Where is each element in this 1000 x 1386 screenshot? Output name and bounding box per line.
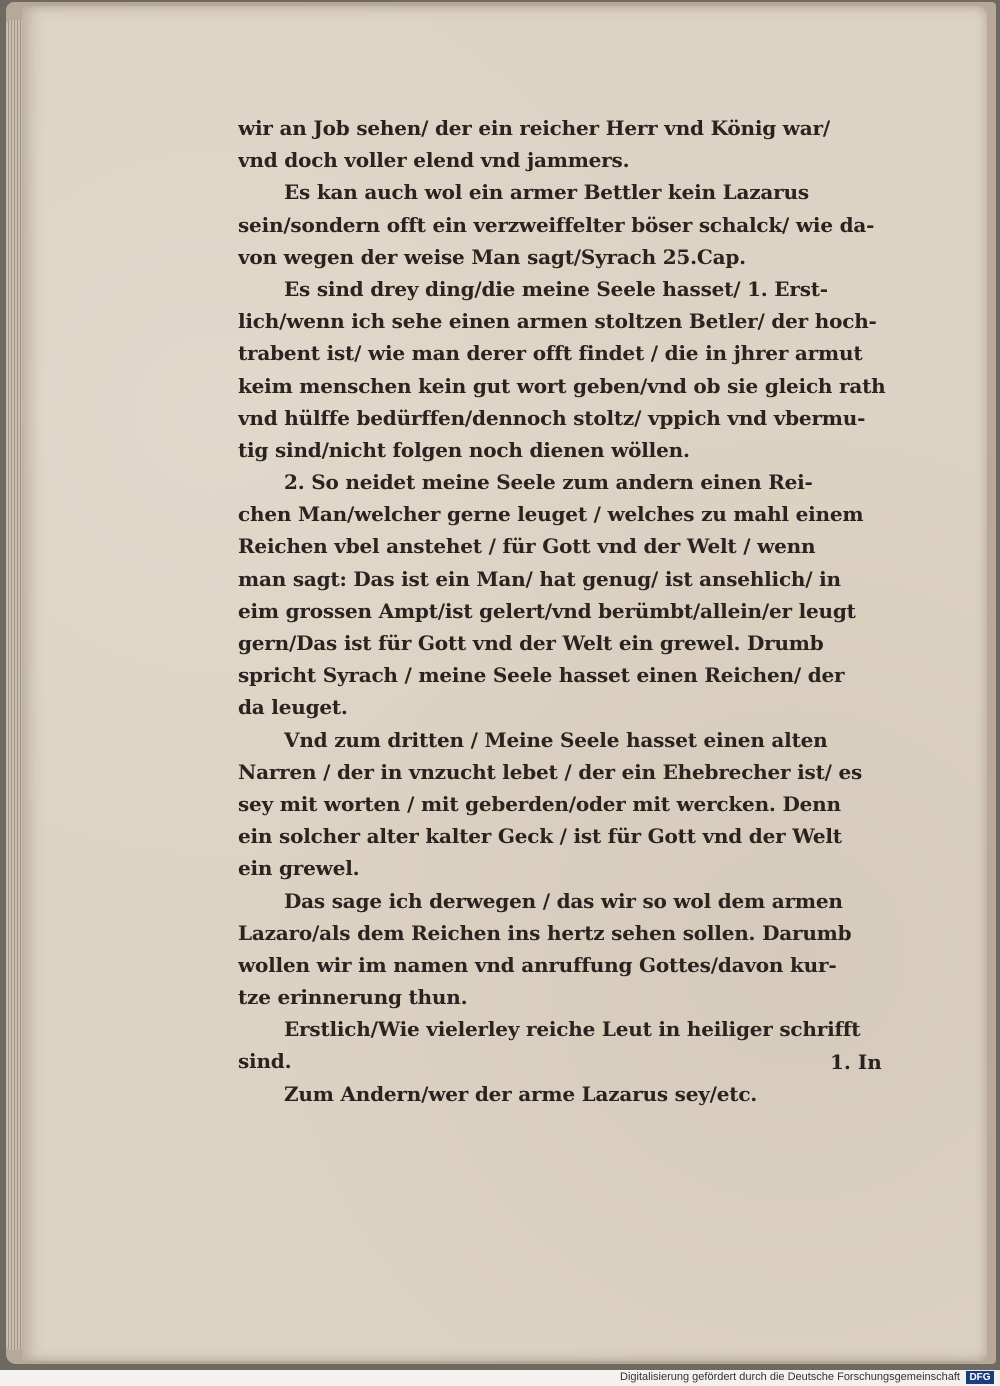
text-line: wollen wir im namen vnd anruffung Gottes/davon kur- [238,952,837,977]
page-body-text [238,112,888,1110]
text-line: Zum Andern/wer der arme Lazarus sey/etc. [284,1081,758,1106]
text-line: man sagt: Das ist ein Man/ hat genug/ ist ansehlich/ in [238,566,841,591]
text-line: von wegen der weise Man sagt/Syrach 25.Cap. [238,244,746,269]
text-line: Es sind drey ding/die meine Seele hasset/ 1. Erst- [284,276,828,301]
catchword: 1. In [830,1050,882,1074]
text-line: sind. [238,1049,292,1074]
dfg-logo: DFG [966,1371,994,1384]
text-line: ein solcher alter kalter Geck / ist für Gott vnd der Welt [238,824,842,849]
text-line: keim menschen kein gut wort geben/vnd ob sie gleich rath [238,373,886,398]
text-line: Vnd zum dritten / Meine Seele hasset einen alten [284,727,828,752]
text-line: gern/Das ist für Gott vnd der Welt ein grewel. Drumb [238,631,824,655]
text-line: spricht Syrach / meine Seele hasset einen Reichen/ der [238,663,845,688]
text-line: tze erinnerung thun. [238,985,468,1010]
text-line: 2. So neidet meine Seele zum andern einen Rei- [284,470,813,495]
text-line: lich/wenn ich sehe einen armen stoltzen Betler/ der hoch- [238,309,877,334]
text-line: chen Man/welcher gerne leuget / welches zu mahl einem [238,502,864,527]
text-line: ein grewel. [238,856,360,881]
text-line: Es kan auch wol ein armer Bettler kein Lazarus [284,180,809,205]
text-line: da leuget. [238,695,348,720]
footer-credit: Digitalisierung gefördert durch die Deutsche Forschungsgemeinschaft [620,1371,960,1383]
text-line: Narren / der in vnzucht lebet / der ein Ehebrecher ist/ es [238,759,863,784]
text-line: Erstlich/Wie vielerley reiche Leut in heiliger schrifft [284,1017,861,1042]
text-line: trabent ist/ wie man derer offt findet / die in jhrer armut [238,341,863,366]
text-line: sein/sondern offt ein verzweiffelter böser schalck/ wie da- [238,212,875,237]
text-line: vnd hülffe bedürffen/dennoch stoltz/ vppich vnd vbermu- [238,405,866,430]
text-line: Lazaro/als dem Reichen ins hertz sehen sollen. Darumb [238,920,852,945]
text-line: vnd doch voller elend vnd jammers. [238,148,630,173]
text-line: Reichen vbel anstehet / für Gott vnd der Welt / wenn [238,534,816,559]
text-line: wir an Job sehen/ der ein reicher Herr vnd König war/ [238,116,830,140]
text-line: sey mit worten / mit geberden/oder mit wercken. Denn [238,791,841,816]
text-line: eim grossen Ampt/ist gelert/vnd berümbt/allein/er leugt [238,598,856,623]
text-line: Das sage ich derwegen / das wir so wol dem armen [284,888,843,913]
text-line: tig sind/nicht folgen noch dienen wöllen. [238,437,690,462]
